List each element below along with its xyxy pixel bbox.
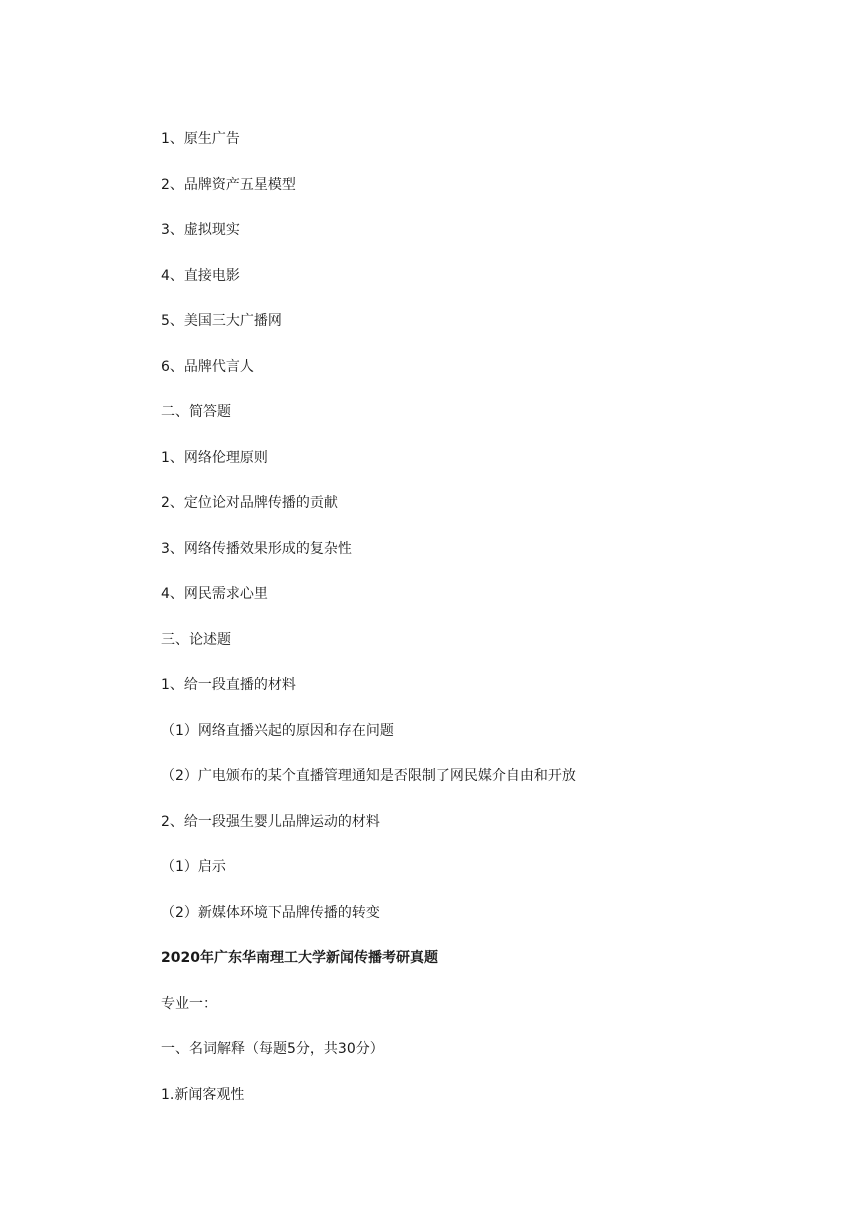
list-item-brand-equity-model: 2、品牌资产五星模型 — [161, 177, 296, 193]
sub-item-broadcast-notice: （2）广电颁布的某个直播管理通知是否限制了网民媒介自由和开放 — [161, 768, 576, 784]
section-heading-term-explanation: 一、名词解释（每题5分，共30分） — [161, 1041, 384, 1057]
section-heading-major-one: 专业一： — [161, 996, 217, 1012]
section-heading-essay: 三、论述题 — [161, 632, 231, 648]
list-item-native-ads: 1、原生广告 — [161, 131, 240, 147]
list-item-news-objectivity: 1.新闻客观性 — [161, 1087, 245, 1103]
sub-item-brand-change: （2）新媒体环境下品牌传播的转变 — [161, 905, 380, 921]
list-item-positioning-theory: 2、定位论对品牌传播的贡献 — [161, 495, 338, 511]
list-item-johnson-material: 2、给一段强生婴儿品牌运动的材料 — [161, 814, 380, 830]
sub-item-insights: （1）启示 — [161, 859, 226, 875]
list-item-direct-cinema: 4、直接电影 — [161, 268, 240, 284]
list-item-netizen-needs: 4、网民需求心里 — [161, 586, 268, 602]
list-item-live-streaming-material: 1、给一段直播的材料 — [161, 677, 296, 693]
list-item-network-ethics: 1、网络伦理原则 — [161, 450, 268, 466]
exam-title-heading: 2020年广东华南理工大学新闻传播考研真题 — [161, 950, 438, 966]
list-item-virtual-reality: 3、虚拟现实 — [161, 222, 240, 238]
sub-item-live-streaming-reasons: （1）网络直播兴起的原因和存在问题 — [161, 723, 394, 739]
list-item-us-networks: 5、美国三大广播网 — [161, 313, 282, 329]
list-item-brand-spokesperson: 6、品牌代言人 — [161, 359, 254, 375]
list-item-effect-complexity: 3、网络传播效果形成的复杂性 — [161, 541, 352, 557]
section-heading-short-answer: 二、简答题 — [161, 404, 231, 420]
